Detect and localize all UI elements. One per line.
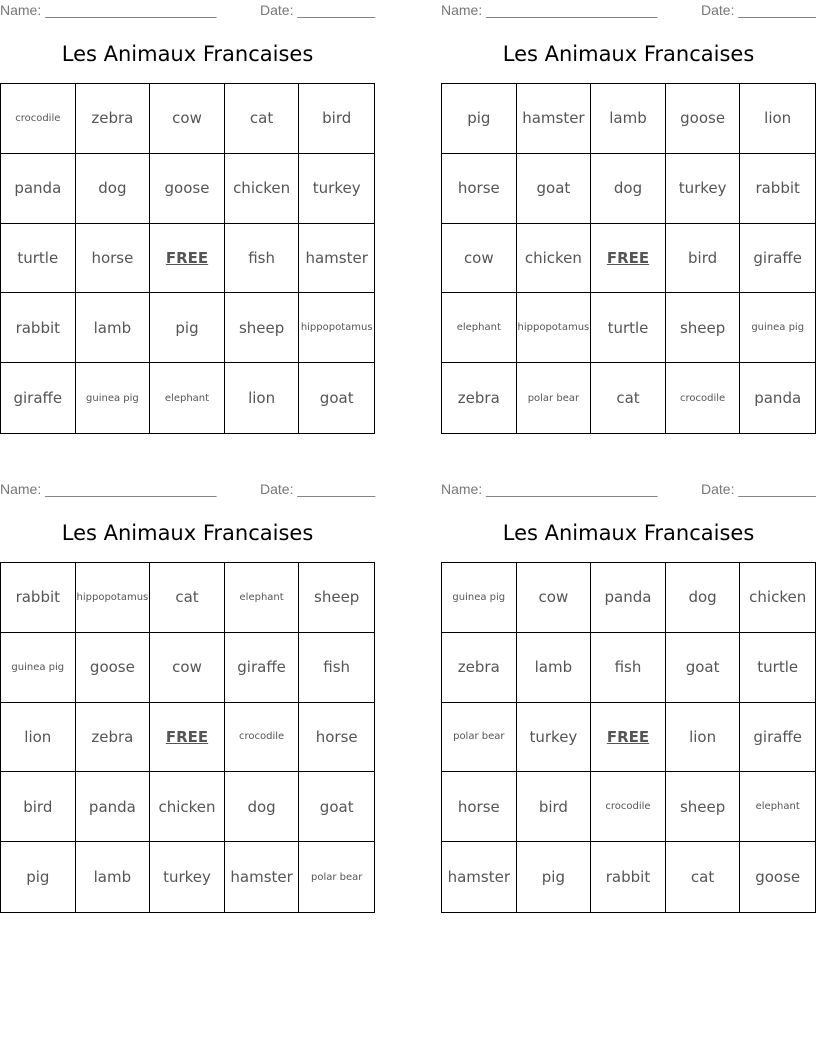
bingo-cell: goat [666, 633, 741, 703]
bingo-card [0, 479, 375, 914]
bingo-cell: elephant [740, 772, 815, 842]
bingo-cell: hamster [299, 224, 374, 294]
bingo-cell: elephant [225, 563, 300, 633]
bingo-cell: goose [755, 868, 801, 887]
free-space-cell: FREE [591, 703, 666, 773]
bingo-cell: horse [442, 154, 517, 224]
free-space-cell: FREE [591, 224, 666, 294]
bingo-cell: cat [666, 842, 741, 912]
bingo-cell: dog [225, 772, 300, 842]
bingo-cell: cat [225, 84, 300, 154]
bingo-cell: turkey [150, 842, 225, 912]
bingo-cell: turtle [740, 633, 815, 703]
bingo-cell: turtle [591, 293, 666, 363]
bingo-cell: guinea pig [442, 563, 517, 633]
bingo-cell: sheep [225, 293, 300, 363]
bingo-cell: pig [517, 842, 592, 912]
bingo-cell: goose [150, 154, 225, 224]
header-row [0, 481, 375, 497]
bingo-cell: polar bear [517, 363, 592, 433]
bingo-cell: crocodile [666, 363, 741, 433]
bingo-grid [441, 562, 816, 913]
date-field-label: Date: __________ [701, 481, 816, 497]
bingo-cell: panda [76, 772, 151, 842]
bingo-cell: cow [150, 633, 225, 703]
bingo-grid [0, 562, 375, 913]
bingo-cell: rabbit [591, 842, 666, 912]
bingo-cell: lamb [76, 842, 151, 912]
name-field-label: Name: ______________________ [441, 481, 658, 497]
bingo-grid [0, 83, 375, 434]
bingo-cell: sheep [666, 293, 741, 363]
bingo-cell: lion [740, 84, 815, 154]
bingo-cell: lamb [591, 84, 666, 154]
header-row [441, 2, 816, 18]
bingo-cell: chicken [225, 154, 300, 224]
bingo-cell: cow [150, 84, 225, 154]
bingo-cell: giraffe [740, 224, 815, 294]
bingo-cell: dog [666, 563, 741, 633]
bingo-card [441, 0, 816, 435]
bingo-cell: turkey [666, 154, 741, 224]
bingo-cell: sheep [666, 772, 741, 842]
bingo-cell: hippopotamus [299, 293, 374, 363]
name-field-label: Name: ______________________ [0, 2, 217, 18]
bingo-cell: lamb [517, 633, 592, 703]
bingo-cell: goose [76, 633, 151, 703]
header-row [441, 481, 816, 497]
bingo-cell: elephant [442, 293, 517, 363]
bingo-cell: bird [517, 772, 592, 842]
bingo-cell: giraffe [1, 363, 76, 433]
bingo-cell: crocodile [1, 84, 76, 154]
bingo-grid [441, 83, 816, 434]
bingo-cell: lion [225, 363, 300, 433]
bingo-cell: panda [591, 563, 666, 633]
card-title: Les Animaux Francaises [502, 521, 755, 545]
bingo-cell: lion [1, 703, 76, 773]
bingo-cell: guinea pig [76, 363, 151, 433]
bingo-cell: polar bear [310, 871, 363, 883]
bingo-cell: lamb [76, 293, 151, 363]
bingo-cell: chicken [150, 772, 225, 842]
date-field-label: Date: __________ [260, 481, 376, 497]
bingo-cell: bird [299, 84, 374, 154]
bingo-cell: zebra [76, 84, 151, 154]
bingo-cell: goat [319, 389, 354, 408]
bingo-card [441, 479, 816, 914]
bingo-cell: horse [442, 772, 517, 842]
card-title: Les Animaux Francaises [61, 42, 314, 66]
bingo-cell: pig [442, 84, 517, 154]
bingo-cell: hamster [225, 842, 300, 912]
free-space-cell: FREE [150, 703, 225, 773]
bingo-cell: rabbit [740, 154, 815, 224]
bingo-cell: crocodile [591, 772, 666, 842]
bingo-cell: turtle [1, 224, 76, 294]
bingo-cell: panda [1, 154, 76, 224]
bingo-cell: giraffe [740, 703, 815, 773]
bingo-cell: crocodile [225, 703, 300, 773]
bingo-card [0, 0, 375, 435]
name-field-label: Name: ______________________ [441, 2, 658, 18]
bingo-cell: rabbit [1, 293, 76, 363]
bingo-cell: goat [517, 154, 592, 224]
bingo-cell: cat [591, 363, 666, 433]
bingo-cell: chicken [740, 563, 815, 633]
bingo-cell: rabbit [1, 563, 76, 633]
card-title: Les Animaux Francaises [61, 521, 314, 545]
bingo-cell: sheep [299, 563, 374, 633]
header-row [0, 2, 375, 18]
bingo-cell: horse [76, 224, 151, 294]
bingo-cell: polar bear [442, 703, 517, 773]
bingo-cell: bird [666, 224, 741, 294]
bingo-cell: hamster [517, 84, 592, 154]
bingo-cell: lion [666, 703, 741, 773]
name-field-label: Name: ______________________ [0, 481, 217, 497]
bingo-cell: cow [442, 224, 517, 294]
free-space-cell: FREE [150, 224, 225, 294]
bingo-cell: guinea pig [1, 633, 76, 703]
bingo-cell: bird [1, 772, 76, 842]
bingo-cell: fish [591, 633, 666, 703]
bingo-cell: goat [299, 772, 374, 842]
card-title: Les Animaux Francaises [502, 42, 755, 66]
bingo-cell: goose [666, 84, 741, 154]
bingo-cell: giraffe [225, 633, 300, 703]
bingo-cell: turkey [299, 154, 374, 224]
bingo-cell: guinea pig [740, 293, 815, 363]
bingo-cell: zebra [442, 363, 517, 433]
bingo-cell: hippopotamus [517, 293, 592, 363]
bingo-cell: fish [225, 224, 300, 294]
bingo-cell: turkey [517, 703, 592, 773]
bingo-cell: fish [299, 633, 374, 703]
bingo-cell: dog [591, 154, 666, 224]
bingo-cell: horse [299, 703, 374, 773]
bingo-cell: elephant [150, 363, 225, 433]
bingo-cell: zebra [442, 633, 517, 703]
bingo-cell: chicken [517, 224, 592, 294]
bingo-cell: hippopotamus [76, 563, 151, 633]
bingo-cell: cow [517, 563, 592, 633]
date-field-label: Date: __________ [701, 2, 816, 18]
bingo-cell: zebra [76, 703, 151, 773]
bingo-cell: panda [754, 389, 802, 408]
date-field-label: Date: __________ [260, 2, 376, 18]
bingo-cell: dog [76, 154, 151, 224]
bingo-cell: pig [1, 842, 76, 912]
bingo-cell: hamster [442, 842, 517, 912]
bingo-cell: pig [150, 293, 225, 363]
bingo-cell: cat [150, 563, 225, 633]
